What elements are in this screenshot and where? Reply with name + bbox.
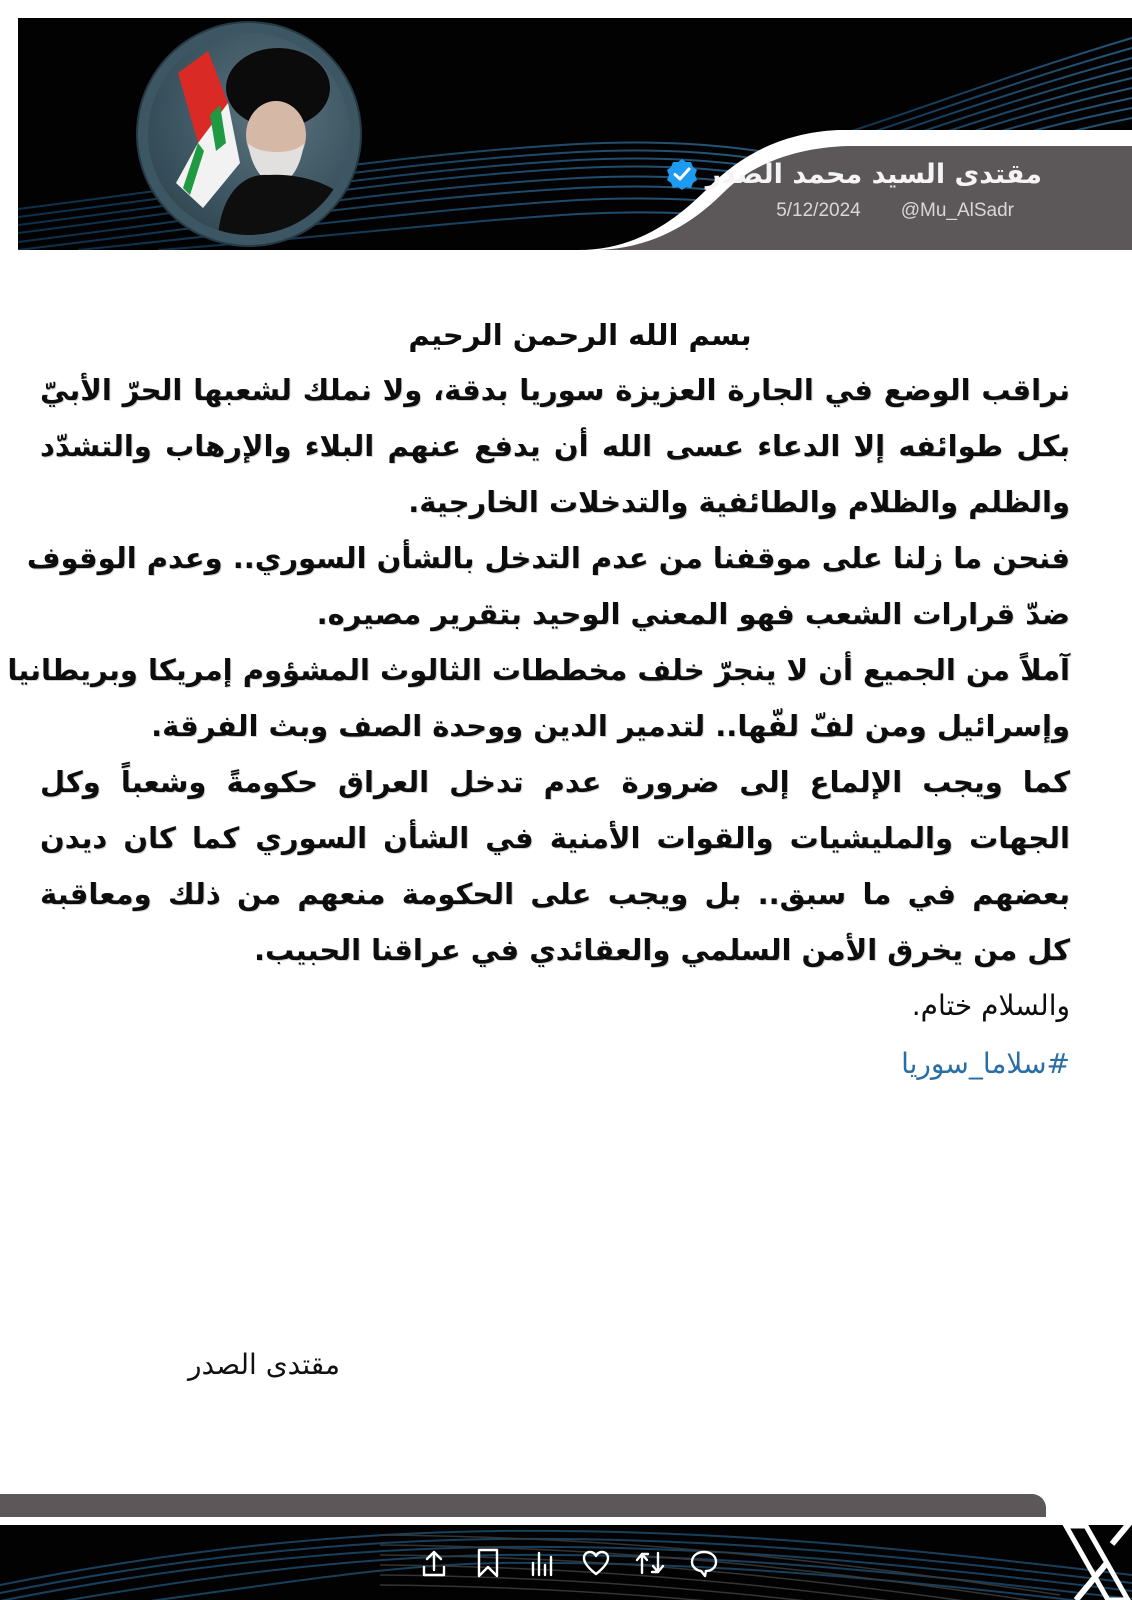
reply-button[interactable] (688, 1546, 720, 1580)
display-name-row (622, 158, 1042, 190)
repost-button[interactable] (634, 1546, 666, 1580)
analytics-icon (529, 1548, 555, 1578)
post-line: والظلم والظلام والطائفية والتدخلات الخارجية. (408, 485, 1070, 519)
post-actions (418, 1546, 720, 1580)
post-line: وإسرائيل ومن لفّ لفّها.. لتدمير الدين ووحدة الصف وبث الفرقة. (151, 709, 1070, 743)
post-line: ضدّ قرارات الشعب فهو المعني الوحيد بتقرير مصيره. (316, 597, 1070, 631)
hashtag-link[interactable]: #سلاما_سوريا (901, 1047, 1070, 1080)
signature: مقتدى الصدر (188, 1348, 340, 1381)
profile-photo-icon (148, 33, 350, 235)
post-line: كما ويجب الإلماع إلى ضرورة عدم تدخل العراق حكومةً وشعباً وكل (40, 765, 1070, 799)
basmala-heading: بسم الله الرحمن الرحيم (408, 318, 752, 352)
post-line: كل من يخرق الأمن السلمي والعقائدي في عراقنا الحبيب. (253, 933, 1070, 967)
reply-icon (688, 1548, 720, 1578)
bookmark-icon (475, 1547, 501, 1579)
x-logo-icon[interactable] (1060, 1520, 1132, 1600)
post-date: 5/12/2024 (776, 200, 861, 221)
profile-name-block (622, 158, 1042, 222)
meta-row (622, 200, 1042, 222)
post-line: فنحن ما زلنا على موقفنا من عدم التدخل بالشأن السوري.. وعدم الوقوف (26, 541, 1070, 575)
post-line: آملاً من الجميع أن لا ينجرّ خلف مخططات الثالوث المشؤوم إمريكا وبريطانيا (7, 653, 1070, 687)
handle[interactable]: @Mu_AlSadr (900, 200, 1014, 221)
like-button[interactable] (580, 1546, 612, 1580)
bookmark-button[interactable] (472, 1546, 504, 1580)
avatar[interactable] (138, 23, 360, 245)
share-icon (420, 1548, 448, 1578)
post-line: بكل طوائفه إلا الدعاء عسى الله أن يدفع عنهم البلاء والإرهاب والتشدّد (40, 429, 1070, 463)
profile-header-banner (18, 18, 1132, 250)
heart-icon (581, 1549, 611, 1577)
verified-badge-icon (666, 158, 698, 190)
post-line: نراقب الوضع في الجارة العزيزة سوريا بدقة، ولا نملك لشعبها الحرّ الأبيّ (40, 373, 1070, 407)
post-line: الجهات والمليشيات والقوات الأمنية في الشأن السوري كما كان ديدن (40, 821, 1070, 855)
display-name[interactable]: مقتدى السيد محمد الصدر (705, 158, 1042, 190)
share-button[interactable] (418, 1546, 450, 1580)
views-button[interactable] (526, 1546, 558, 1580)
avatar-photo (148, 33, 350, 235)
repost-icon (634, 1549, 666, 1577)
closing-line: والسلام ختام. (911, 989, 1070, 1022)
post-line: بعضهم في ما سبق.. بل ويجب على الحكومة منعهم من ذلك ومعاقبة (40, 877, 1070, 911)
footer-divider-bar (0, 1494, 1046, 1517)
post-body (7, 318, 1070, 1102)
